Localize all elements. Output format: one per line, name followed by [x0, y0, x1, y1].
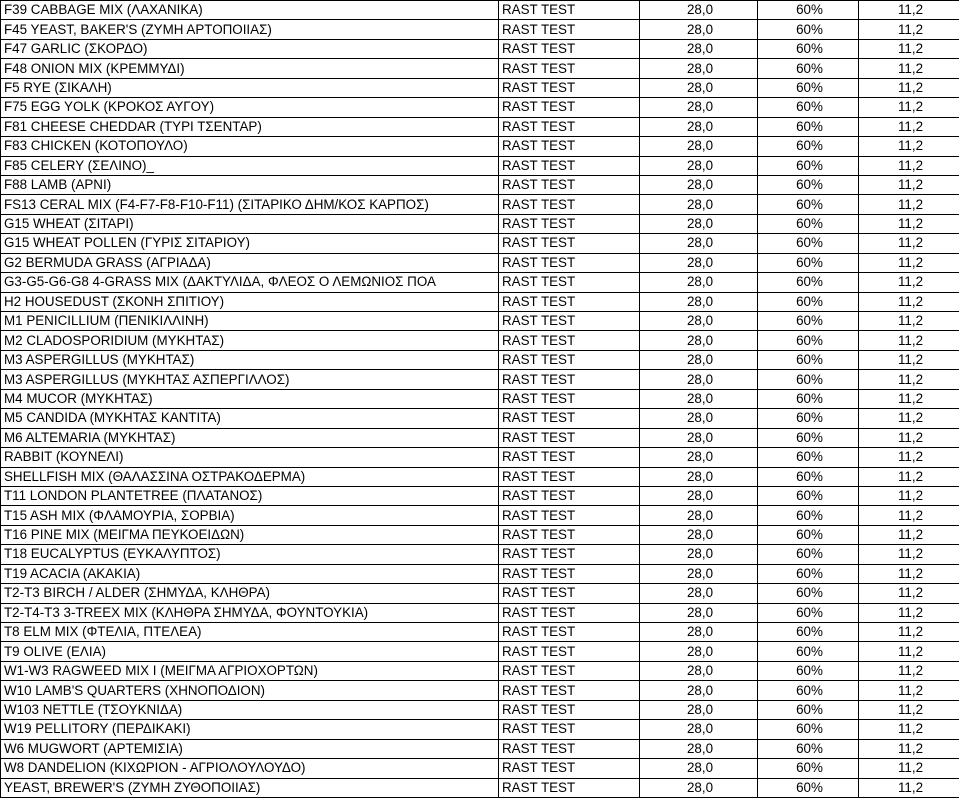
- test-type-cell: RAST TEST: [499, 584, 640, 603]
- discount-cell: 60%: [758, 137, 859, 156]
- final-price-cell: 11,2: [859, 720, 959, 739]
- final-price-cell: 11,2: [859, 759, 959, 778]
- test-type-cell: RAST TEST: [499, 603, 640, 622]
- price-cell: 28,0: [640, 370, 758, 389]
- price-cell: 28,0: [640, 486, 758, 505]
- allergen-name-cell: T15 ASH MIX (ΦΛΑΜΟΥΡΙΑ, ΣΟΡΒΙΑ): [1, 506, 499, 525]
- discount-cell: 60%: [758, 720, 859, 739]
- table-row: [1, 195, 959, 214]
- final-price-cell: 11,2: [859, 389, 959, 408]
- discount-cell: 60%: [758, 700, 859, 719]
- final-price-cell: 11,2: [859, 234, 959, 253]
- table-row: [1, 409, 959, 428]
- table-row: [1, 214, 959, 233]
- test-type-cell: RAST TEST: [499, 389, 640, 408]
- table-row: [1, 681, 959, 700]
- price-cell: 28,0: [640, 623, 758, 642]
- allergen-name-cell: W19 PELLITORY (ΠΕΡΔΙΚΑΚΙ): [1, 720, 499, 739]
- price-cell: 28,0: [640, 778, 758, 797]
- allergen-name-cell: SHELLFISH MIX (ΘΑΛΑΣΣΙΝΑ ΟΣΤΡΑΚΟΔΕΡΜΑ): [1, 467, 499, 486]
- table-row: [1, 350, 959, 369]
- discount-cell: 60%: [758, 389, 859, 408]
- allergen-name-cell: F5 RYE (ΣΙΚΑΛΗ): [1, 78, 499, 97]
- allergen-name-cell: M1 PENICILLIUM (ΠΕΝΙΚΙΛΛΙΝΗ): [1, 312, 499, 331]
- final-price-cell: 11,2: [859, 312, 959, 331]
- table-row: [1, 389, 959, 408]
- discount-cell: 60%: [758, 603, 859, 622]
- table-row: [1, 292, 959, 311]
- table-row: [1, 20, 959, 39]
- price-cell: 28,0: [640, 506, 758, 525]
- discount-cell: 60%: [758, 525, 859, 544]
- test-type-cell: RAST TEST: [499, 564, 640, 583]
- discount-cell: 60%: [758, 642, 859, 661]
- price-cell: 28,0: [640, 350, 758, 369]
- final-price-cell: 11,2: [859, 98, 959, 117]
- test-type-cell: RAST TEST: [499, 759, 640, 778]
- test-type-cell: RAST TEST: [499, 681, 640, 700]
- price-cell: 28,0: [640, 98, 758, 117]
- discount-cell: 60%: [758, 195, 859, 214]
- allergen-name-cell: M2 CLADOSPORIDIUM (ΜΥΚΗΤΑΣ): [1, 331, 499, 350]
- allergen-name-cell: RABBIT (ΚΟΥΝΕΛΙ): [1, 448, 499, 467]
- allergen-name-cell: T2-T3 BIRCH / ALDER (ΣΗΜΥΔΑ, ΚΛΗΘΡΑ): [1, 584, 499, 603]
- allergen-name-cell: M6 ALTEMARIA (ΜΥΚΗΤΑΣ): [1, 428, 499, 447]
- allergen-name-cell: W8 DANDELION (ΚΙΧΩΡΙΟΝ - ΑΓΡΙΟΛΟΥΛΟΥΔΟ): [1, 759, 499, 778]
- test-type-cell: RAST TEST: [499, 253, 640, 272]
- final-price-cell: 11,2: [859, 584, 959, 603]
- table-row: [1, 98, 959, 117]
- discount-cell: 60%: [758, 467, 859, 486]
- table-row: [1, 564, 959, 583]
- final-price-cell: 11,2: [859, 331, 959, 350]
- table-row: [1, 623, 959, 642]
- allergen-name-cell: M3 ASPERGILLUS (ΜΥΚΗΤΑΣ): [1, 350, 499, 369]
- discount-cell: 60%: [758, 739, 859, 758]
- price-cell: 28,0: [640, 739, 758, 758]
- final-price-cell: 11,2: [859, 39, 959, 58]
- final-price-cell: 11,2: [859, 20, 959, 39]
- allergen-name-cell: W6 MUGWORT (ΑΡΤΕΜΙΣΙΑ): [1, 739, 499, 758]
- final-price-cell: 11,2: [859, 623, 959, 642]
- final-price-cell: 11,2: [859, 506, 959, 525]
- table-row: [1, 525, 959, 544]
- price-cell: 28,0: [640, 700, 758, 719]
- final-price-cell: 11,2: [859, 681, 959, 700]
- final-price-cell: 11,2: [859, 486, 959, 505]
- allergen-name-cell: G15 WHEAT POLLEN (ΓΥΡΙΣ ΣΙΤΑΡΙΟΥ): [1, 234, 499, 253]
- price-cell: 28,0: [640, 525, 758, 544]
- price-cell: 28,0: [640, 195, 758, 214]
- test-type-cell: RAST TEST: [499, 78, 640, 97]
- test-type-cell: RAST TEST: [499, 486, 640, 505]
- table-row: [1, 175, 959, 194]
- test-type-cell: RAST TEST: [499, 661, 640, 680]
- allergen-name-cell: T2-T4-T3 3-TREEX MIX (ΚΛΗΘΡΑ ΣΗΜΥΔΑ, ΦΟΥΝΤΟΥΚΙΑ): [1, 603, 499, 622]
- price-cell: 28,0: [640, 78, 758, 97]
- test-type-cell: RAST TEST: [499, 175, 640, 194]
- allergen-name-cell: T18 EUCALYPTUS (ΕΥΚΑΛΥΠΤΟΣ): [1, 545, 499, 564]
- discount-cell: 60%: [758, 331, 859, 350]
- table-row: [1, 467, 959, 486]
- final-price-cell: 11,2: [859, 525, 959, 544]
- test-type-cell: RAST TEST: [499, 409, 640, 428]
- allergen-name-cell: T11 LONDON PLANTETREE (ΠΛΑΤΑΝΟΣ): [1, 486, 499, 505]
- discount-cell: 60%: [758, 759, 859, 778]
- discount-cell: 60%: [758, 448, 859, 467]
- table-row: [1, 1, 959, 20]
- test-type-cell: RAST TEST: [499, 467, 640, 486]
- table-row: [1, 720, 959, 739]
- final-price-cell: 11,2: [859, 564, 959, 583]
- table-row: [1, 273, 959, 292]
- table-row: [1, 603, 959, 622]
- allergen-name-cell: M4 MUCOR (ΜΥΚΗΤΑΣ): [1, 389, 499, 408]
- table-row: [1, 700, 959, 719]
- table-row: [1, 584, 959, 603]
- allergen-name-cell: T9 OLIVE (ΕΛΙΑ): [1, 642, 499, 661]
- price-cell: 28,0: [640, 214, 758, 233]
- test-type-cell: RAST TEST: [499, 98, 640, 117]
- discount-cell: 60%: [758, 273, 859, 292]
- discount-cell: 60%: [758, 623, 859, 642]
- price-cell: 28,0: [640, 292, 758, 311]
- table-row: [1, 642, 959, 661]
- table-row: [1, 370, 959, 389]
- price-cell: 28,0: [640, 759, 758, 778]
- test-type-cell: RAST TEST: [499, 331, 640, 350]
- allergen-name-cell: T16 PINE MIX (ΜΕΙΓΜΑ ΠΕΥΚΟΕΙΔΩΝ): [1, 525, 499, 544]
- discount-cell: 60%: [758, 175, 859, 194]
- final-price-cell: 11,2: [859, 195, 959, 214]
- test-type-cell: RAST TEST: [499, 739, 640, 758]
- test-type-cell: RAST TEST: [499, 506, 640, 525]
- allergen-name-cell: F39 CABBAGE MIX (ΛΑΧΑΝΙΚΑ): [1, 1, 499, 20]
- test-type-cell: RAST TEST: [499, 720, 640, 739]
- price-cell: 28,0: [640, 428, 758, 447]
- price-cell: 28,0: [640, 331, 758, 350]
- table-row: [1, 506, 959, 525]
- discount-cell: 60%: [758, 545, 859, 564]
- allergen-name-cell: M5 CANDIDA (ΜΥΚΗΤΑΣ ΚΑΝΤΙΤΑ): [1, 409, 499, 428]
- test-type-cell: RAST TEST: [499, 700, 640, 719]
- final-price-cell: 11,2: [859, 448, 959, 467]
- final-price-cell: 11,2: [859, 545, 959, 564]
- price-cell: 28,0: [640, 234, 758, 253]
- final-price-cell: 11,2: [859, 137, 959, 156]
- price-cell: 28,0: [640, 642, 758, 661]
- price-table-body: [1, 1, 959, 798]
- discount-cell: 60%: [758, 78, 859, 97]
- price-cell: 28,0: [640, 661, 758, 680]
- allergen-name-cell: G3-G5-G6-G8 4-GRASS MIX (ΔΑΚΤΥΛΙΔΑ, ΦΛΕΟΣ Ο ΛΕΜΩΝΙΟΣ ΠΟΑ: [1, 273, 499, 292]
- final-price-cell: 11,2: [859, 273, 959, 292]
- price-cell: 28,0: [640, 603, 758, 622]
- allergen-name-cell: F81 CHEESE CHEDDAR (ΤΥΡΙ ΤΣΕΝΤΑΡ): [1, 117, 499, 136]
- test-type-cell: RAST TEST: [499, 525, 640, 544]
- test-type-cell: RAST TEST: [499, 428, 640, 447]
- price-cell: 28,0: [640, 409, 758, 428]
- test-type-cell: RAST TEST: [499, 350, 640, 369]
- test-type-cell: RAST TEST: [499, 59, 640, 78]
- test-type-cell: RAST TEST: [499, 545, 640, 564]
- final-price-cell: 11,2: [859, 661, 959, 680]
- final-price-cell: 11,2: [859, 428, 959, 447]
- discount-cell: 60%: [758, 409, 859, 428]
- discount-cell: 60%: [758, 428, 859, 447]
- table-row: [1, 759, 959, 778]
- discount-cell: 60%: [758, 661, 859, 680]
- table-row: [1, 39, 959, 58]
- final-price-cell: 11,2: [859, 156, 959, 175]
- table-row: [1, 137, 959, 156]
- price-cell: 28,0: [640, 1, 758, 20]
- test-type-cell: RAST TEST: [499, 214, 640, 233]
- table-row: [1, 739, 959, 758]
- table-row: [1, 253, 959, 272]
- test-type-cell: RAST TEST: [499, 39, 640, 58]
- price-cell: 28,0: [640, 312, 758, 331]
- allergen-name-cell: F83 CHICKEN (ΚΟΤΟΠΟΥΛΟ): [1, 137, 499, 156]
- discount-cell: 60%: [758, 506, 859, 525]
- allergen-name-cell: YEAST, BREWER'S (ΖΥΜΗ ΖΥΘΟΠΟΙΙΑΣ): [1, 778, 499, 797]
- discount-cell: 60%: [758, 584, 859, 603]
- price-cell: 28,0: [640, 137, 758, 156]
- test-type-cell: RAST TEST: [499, 312, 640, 331]
- price-cell: 28,0: [640, 545, 758, 564]
- final-price-cell: 11,2: [859, 253, 959, 272]
- table-row: [1, 117, 959, 136]
- test-type-cell: RAST TEST: [499, 642, 640, 661]
- price-cell: 28,0: [640, 175, 758, 194]
- price-cell: 28,0: [640, 467, 758, 486]
- table-row: [1, 545, 959, 564]
- allergen-name-cell: M3 ASPERGILLUS (ΜΥΚΗΤΑΣ ΑΣΠΕΡΓΙΛΛΟΣ): [1, 370, 499, 389]
- final-price-cell: 11,2: [859, 292, 959, 311]
- price-cell: 28,0: [640, 448, 758, 467]
- test-type-cell: RAST TEST: [499, 117, 640, 136]
- test-type-cell: RAST TEST: [499, 156, 640, 175]
- table-row: [1, 661, 959, 680]
- allergen-name-cell: F48 ONION MIX (ΚΡΕΜΜΥΔΙ): [1, 59, 499, 78]
- table-row: [1, 428, 959, 447]
- table-row: [1, 312, 959, 331]
- test-type-cell: RAST TEST: [499, 292, 640, 311]
- allergen-name-cell: F75 EGG YOLK (ΚΡΟΚΟΣ ΑΥΓΟΥ): [1, 98, 499, 117]
- test-type-cell: RAST TEST: [499, 234, 640, 253]
- discount-cell: 60%: [758, 681, 859, 700]
- allergen-name-cell: G2 BERMUDA GRASS (ΑΓΡΙΑΔΑ): [1, 253, 499, 272]
- final-price-cell: 11,2: [859, 603, 959, 622]
- price-cell: 28,0: [640, 20, 758, 39]
- allergen-name-cell: F85 CELERY (ΣΕΛΙΝΟ)_: [1, 156, 499, 175]
- table-row: [1, 331, 959, 350]
- test-type-cell: RAST TEST: [499, 370, 640, 389]
- test-type-cell: RAST TEST: [499, 20, 640, 39]
- discount-cell: 60%: [758, 117, 859, 136]
- allergen-name-cell: F88 LAMB (ΑΡΝΙ): [1, 175, 499, 194]
- final-price-cell: 11,2: [859, 78, 959, 97]
- discount-cell: 60%: [758, 39, 859, 58]
- final-price-cell: 11,2: [859, 59, 959, 78]
- final-price-cell: 11,2: [859, 642, 959, 661]
- price-cell: 28,0: [640, 117, 758, 136]
- discount-cell: 60%: [758, 564, 859, 583]
- discount-cell: 60%: [758, 312, 859, 331]
- allergen-name-cell: H2 HOUSEDUST (ΣΚΟΝΗ ΣΠΙΤΙΟΥ): [1, 292, 499, 311]
- final-price-cell: 11,2: [859, 467, 959, 486]
- discount-cell: 60%: [758, 98, 859, 117]
- price-cell: 28,0: [640, 273, 758, 292]
- discount-cell: 60%: [758, 20, 859, 39]
- allergen-name-cell: W10 LAMB'S QUARTERS (ΧΗΝΟΠΟΔΙΟΝ): [1, 681, 499, 700]
- price-cell: 28,0: [640, 156, 758, 175]
- discount-cell: 60%: [758, 1, 859, 20]
- allergen-name-cell: F47 GARLIC (ΣΚΟΡΔΟ): [1, 39, 499, 58]
- table-row: [1, 448, 959, 467]
- test-type-cell: RAST TEST: [499, 623, 640, 642]
- discount-cell: 60%: [758, 234, 859, 253]
- test-type-cell: RAST TEST: [499, 1, 640, 20]
- discount-cell: 60%: [758, 778, 859, 797]
- final-price-cell: 11,2: [859, 175, 959, 194]
- discount-cell: 60%: [758, 350, 859, 369]
- final-price-cell: 11,2: [859, 409, 959, 428]
- discount-cell: 60%: [758, 253, 859, 272]
- discount-cell: 60%: [758, 292, 859, 311]
- final-price-cell: 11,2: [859, 117, 959, 136]
- price-cell: 28,0: [640, 389, 758, 408]
- allergen-name-cell: W1-W3 RAGWEED MIX I (ΜΕΙΓΜΑ ΑΓΡΙΟΧΟΡΤΩΝ): [1, 661, 499, 680]
- price-cell: 28,0: [640, 564, 758, 583]
- final-price-cell: 11,2: [859, 778, 959, 797]
- table-row: [1, 59, 959, 78]
- price-cell: 28,0: [640, 59, 758, 78]
- allergen-name-cell: W103 NETTLE (ΤΣΟΥΚΝΙΔΑ): [1, 700, 499, 719]
- price-cell: 28,0: [640, 681, 758, 700]
- final-price-cell: 11,2: [859, 370, 959, 389]
- test-type-cell: RAST TEST: [499, 195, 640, 214]
- allergen-name-cell: T19 ACACIA (ΑΚΑΚΙΑ): [1, 564, 499, 583]
- test-type-cell: RAST TEST: [499, 273, 640, 292]
- table-row: [1, 234, 959, 253]
- final-price-cell: 11,2: [859, 739, 959, 758]
- price-cell: 28,0: [640, 584, 758, 603]
- allergen-name-cell: T8 ELM MIX (ΦΤΕΛΙΑ, ΠΤΕΛΕΑ): [1, 623, 499, 642]
- discount-cell: 60%: [758, 156, 859, 175]
- discount-cell: 60%: [758, 486, 859, 505]
- allergen-name-cell: FS13 CERAL MIX (F4-F7-F8-F10-F11) (ΣΙΤΑΡΙΚΟ ΔΗΜ/ΚΟΣ ΚΑΡΠΟΣ): [1, 195, 499, 214]
- discount-cell: 60%: [758, 59, 859, 78]
- price-cell: 28,0: [640, 253, 758, 272]
- table-row: [1, 156, 959, 175]
- table-row: [1, 486, 959, 505]
- table-row: [1, 78, 959, 97]
- allergen-name-cell: F45 YEAST, BAKER'S (ΖΥΜΗ ΑΡΤΟΠΟΙΙΑΣ): [1, 20, 499, 39]
- allergen-name-cell: G15 WHEAT (ΣΙΤΑΡΙ): [1, 214, 499, 233]
- price-cell: 28,0: [640, 720, 758, 739]
- discount-cell: 60%: [758, 370, 859, 389]
- final-price-cell: 11,2: [859, 350, 959, 369]
- discount-cell: 60%: [758, 214, 859, 233]
- final-price-cell: 11,2: [859, 1, 959, 20]
- test-type-cell: RAST TEST: [499, 778, 640, 797]
- final-price-cell: 11,2: [859, 214, 959, 233]
- test-type-cell: RAST TEST: [499, 448, 640, 467]
- test-type-cell: RAST TEST: [499, 137, 640, 156]
- price-cell: 28,0: [640, 39, 758, 58]
- final-price-cell: 11,2: [859, 700, 959, 719]
- table-row: [1, 778, 959, 797]
